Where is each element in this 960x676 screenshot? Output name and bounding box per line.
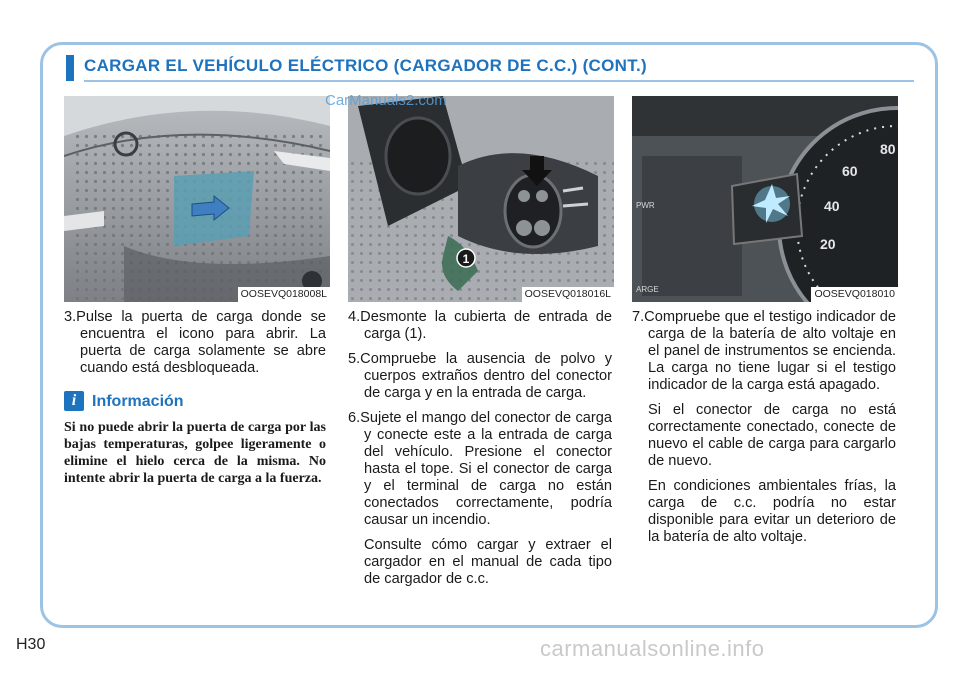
page-number: H30 — [16, 636, 46, 653]
section-title: CARGAR EL VEHÍCULO ELÉCTRICO (CARGADOR DE C.C.) (CONT.) — [84, 56, 648, 75]
svg-text:PWR: PWR — [636, 201, 655, 210]
charging-inlet — [505, 175, 561, 247]
figure-code: OOSEVQ018010 — [811, 287, 898, 302]
watermark-top: CarManuals2.com — [325, 92, 447, 109]
step-3-text: 3.Pulse la puerta de carga donde se encuentra el icono para abrir. La puerta de carga solamente se abre cuando está desbloqueada. — [64, 309, 326, 376]
step-7-note-1: Si el conector de carga no está correctamente conectado, conecte de nuevo el cable de carga para cargarlo de nuevo. — [648, 402, 896, 469]
title-accent-bar — [66, 55, 74, 81]
svg-text:40: 40 — [824, 198, 840, 214]
step-6-note: Consulte cómo cargar y extraer el cargador en el manual de cada tipo de cargador de c.c. — [364, 537, 612, 587]
step-5-text: 5.Compruebe la ausencia de polvo y cuerpos extraños dentro del conector de carga y en la entrada de carga. — [348, 351, 612, 401]
svg-text:80: 80 — [880, 141, 896, 157]
figure-code: OOSEVQ018008L — [238, 287, 330, 302]
info-header — [64, 391, 326, 411]
svg-text:1: 1 — [462, 252, 470, 266]
figure-code: OOSEVQ018016L — [522, 287, 614, 302]
svg-text:20: 20 — [820, 236, 836, 252]
figure-instrument-panel — [632, 96, 898, 302]
charging-inlet-illustration — [348, 96, 614, 302]
car-front-illustration — [64, 96, 330, 302]
watermark-bottom: carmanualsonline.info — [540, 636, 765, 661]
column-3 — [632, 309, 896, 554]
instrument-panel-illustration — [632, 96, 898, 302]
figure-charging-inlet — [348, 96, 614, 302]
column-1 — [64, 309, 326, 487]
info-icon: i — [64, 391, 84, 411]
step-7-note-2: En condiciones ambientales frías, la carga de c.c. podría no estar disponible para evitar un deterioro de la batería de alto voltaje. — [648, 478, 896, 545]
svg-text:ARGE: ARGE — [636, 285, 659, 294]
svg-text:60: 60 — [842, 163, 858, 179]
step-6-text: 6.Sujete el mango del conector de carga y conecte este a la entrada de carga del vehículo. Presione el conector hasta el tope. Si el conector de carga y el terminal de carga no están conectados correctamente, podría causar un incendio. — [348, 410, 612, 528]
info-text: Si no puede abrir la puerta de carga por las bajas temperaturas, golpee ligeramente o elimine el hielo cerca de la misma. No intente abrir la puerta de carga a la fuerza. — [64, 420, 326, 486]
column-2 — [348, 309, 612, 596]
figure-charge-door — [64, 96, 330, 302]
title-underline — [84, 80, 914, 82]
step-4-text: 4.Desmonte la cubierta de entrada de carga (1). — [348, 309, 612, 342]
step-7-text: 7.Compruebe que el testigo indicador de carga de la batería de alto voltaje en el panel de instrumentos se encienda. La carga no tiene lugar si el testigo indicador de la carga está apagado. — [632, 309, 896, 393]
info-title: Información — [92, 392, 184, 410]
